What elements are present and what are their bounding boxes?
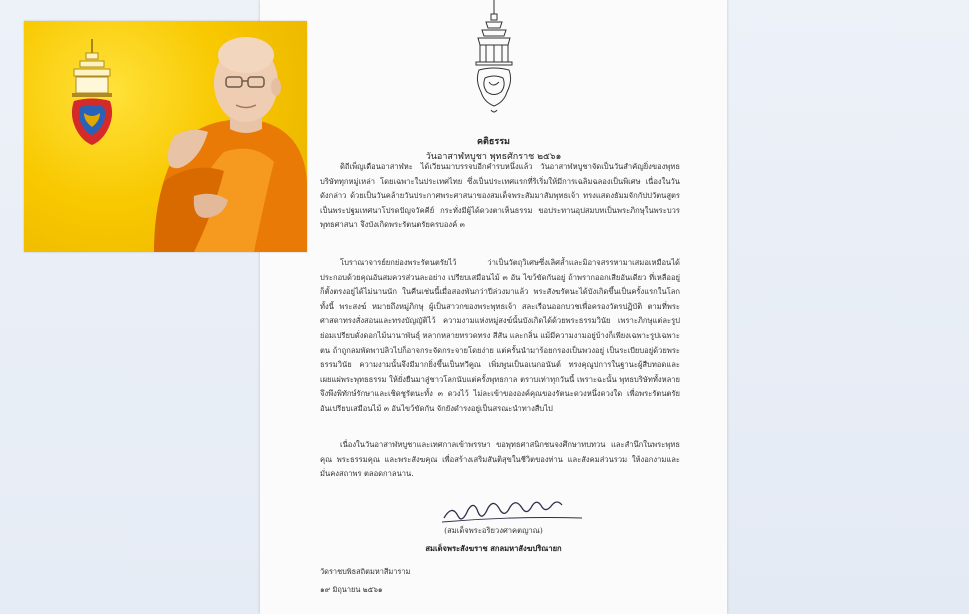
- letter-page: [260, 0, 727, 614]
- handwritten-signature: [438, 500, 588, 526]
- sangharaja-emblem-icon: [471, 0, 517, 124]
- letter-sign-date: ๑๙ มิถุนายน ๒๕๖๑: [320, 585, 383, 594]
- letter-title: คติธรรม: [477, 137, 510, 147]
- letter-paragraph-3: เนื่องในวันอาสาฬหบูชาและเทศกาลเข้าพรรษา ขอพุทธศาสนิกชนจงศึกษาทบทวน และสำนึกในพระพุทธคุณ พระธรรมคุณ และพระสังฆคุณ เพื่อสร้างเสริมสันติสุขในชีวิตของท่าน และสังคมส่วนรวม ให้งอกงามและมั่นคงสถาพร ตลอดกาลนาน.: [320, 440, 680, 479]
- letter-paragraph-2: โบราณาจารย์ยกย่องพระรัตนตรัยไว้ ว่าเป็นวัตถุวิเศษซึ่งเลิศล้ำและมิอาจสรรหามาเสมอเหมือนได้ ประกอบด้วยคุณอันสมควรส่วนละอย่าง เปรียบเสมือนไม้ ๓ อัน ไขว้ขัดกันอยู่ ถ้าพรากออกเสียอันเดียว ที่เหลืออยู่ก็ตั้งตรงอยู่ได้ไม่นานนัก ในคืนเช่นนี้เมื่อสองพันกว่าปีล่วงมาแล้ว พระสังฆรัตนะได้บังเกิดขึ้นเป็นครั้งแรกในโลก ทั้งนี้ พระสงฆ์ หมายถึงหมู่ภิกษุ ผู้เป็นสาวกของพระพุทธเจ้า สละเรือนออกบวชเพื่อครองวัตรปฏิบัติ ตามที่พระศาสดาทรงสั่งสอนและทรงบัญญัติไว้ ความงามแห่งหมู่สงฆ์นั้นบังเกิดได้ด้วยพระธรรมวินัย เพราะภิกษุแต่ละรูปย่อมเปรียบดั่งดอกไม้นานาพันธุ์ หลากหลายทรวดทรง สีสัน และกลิ่น แม้มีความงามอยู่บ้างก็เพียงเฉพาะรูปเฉพาะตน ถ้าถูกลมพัดพาปลิวไปก็อาจกระจัดกระจายโดยง่าย แต่ครั้นนำมาร้อยกรองเป็นพวงอยู่ เป็นระเบียบอยู่ด้วยพระธรรมวินัย ความงามนั้นจึงมีมากยิ่งขึ้นเป็นทวีคูณ เพิ่มพูนเป็นอเนกอนันต์ ทรงคุณูปการในฐานะผู้สืบทอดและเผยแผ่พระพุทธธรรม ให้ยั่งยืนมาสู่ชาวโลกนับแต่ครั้งพุทธกาล ตราบเท่าทุกวันนี้ เพราะฉะนั้น พุทธบริษัททั้งหลายจึงพึงพิทักษ์รักษาและเชิดชูรัตนะทั้ง ๓ ดวงไว้ ไม่ละเข้าขององค์คุณของรัตนะดวงหนึ่งดวงใด เพื่อพระรัตนตรัย อันเปรียบเสมือนไม้ ๓ อันไขว้ขัดกัน จักยังดำรงอยู่เป็นสรณะนำทางสืบไป: [320, 258, 680, 413]
- letter-date-line: วันอาสาฬหบูชา พุทธศักราช ๒๕๖๑: [425, 152, 562, 162]
- portrait-emblem-icon: [72, 39, 112, 145]
- letter-paragraph-1: ดิถีเพ็ญเดือนอาสาฬหะ ได้เวียนมาบรรจบอีกคำรบหนึ่งแล้ว วันอาสาฬหบูชาจัดเป็นวันสำคัญยิ่งของพุทธบริษัททุกหมู่เหล่า โดยเฉพาะในประเทศไทย ซึ่งเป็นประเทศแรกที่ริเริ่มให้มีการเฉลิมฉลองเป็นพิเศษ เนื่องในวันดังกล่าว ด้วยเป็นวันคล้ายวันประกาศพระศาสนาของสมเด็จพระสัมมาสัมพุทธเจ้า ทรงแสดงธัมมจักกัปปวัตนสูตรเป็นพระปฐมเทศนาโปรดปัญจวัคคีย์ กระทั่งมีผู้ได้ดวงตาเห็นธรรม ขอประทานอุปสมบทเป็นพระภิกษุในพระบวรพุทธศาสนา จึงบังเกิดพระรัตนตรัยครบองค์ ๓: [320, 162, 680, 230]
- letter-place: วัดราชบพิธสถิตมหาสีมาราม: [320, 567, 411, 576]
- background-right: [727, 0, 969, 614]
- signer-name: (สมเด็จพระอริยวงศาคตญาณ): [444, 526, 543, 535]
- signer-title: สมเด็จพระสังฆราช สกลมหาสังฆปริณายก: [425, 544, 562, 553]
- monk-portrait-icon: [24, 21, 307, 252]
- portrait-image: [24, 21, 307, 252]
